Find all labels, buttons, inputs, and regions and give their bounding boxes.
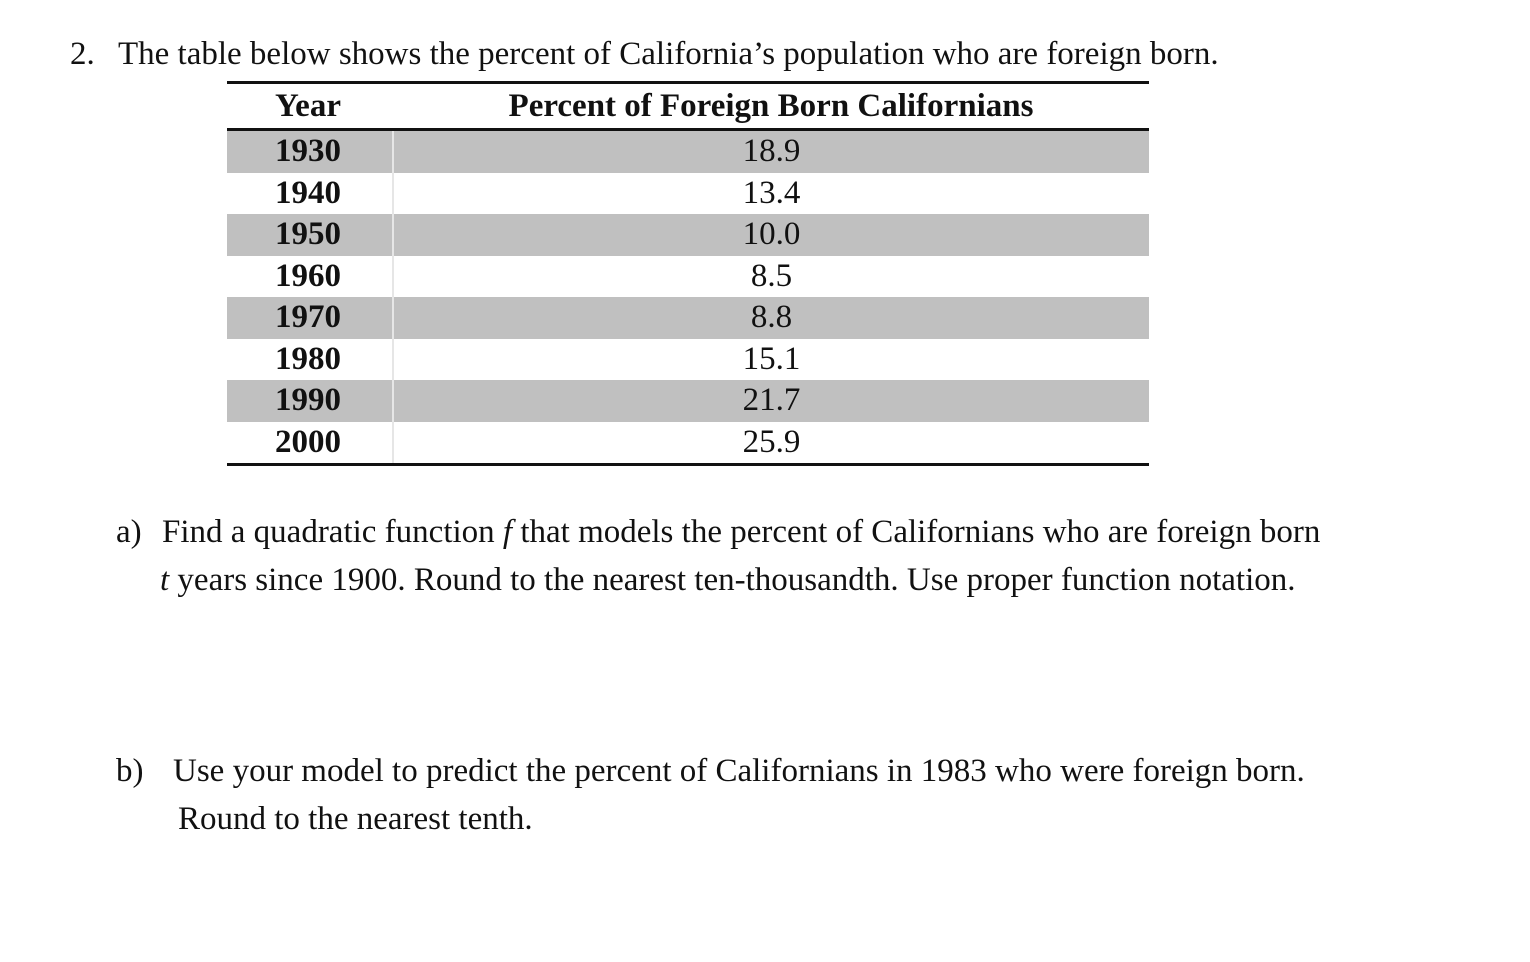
table-row	[227, 214, 1149, 256]
year-cell: 1940	[227, 173, 393, 215]
table-row	[227, 422, 1149, 465]
year-cell: 1990	[227, 380, 393, 422]
percent-cell: 15.1	[742, 340, 801, 377]
table-row	[227, 380, 1149, 422]
year-cell: 1960	[227, 256, 393, 298]
part-b-text-line1: Use your model to predict the percent of Californians in 1983 who were foreign born.	[173, 753, 1305, 789]
percent-cell: 13.4	[742, 174, 801, 211]
percent-cell: 21.7	[393, 380, 1149, 422]
function-variable-f: f	[502, 514, 513, 550]
data-table-container	[227, 81, 1149, 466]
percent-cell: 18.9	[393, 130, 1149, 173]
table-row	[227, 297, 1149, 339]
year-cell: 1930	[227, 130, 393, 173]
table-row	[227, 256, 1149, 298]
time-variable-t: t	[160, 562, 170, 598]
table-header-row	[227, 83, 1149, 130]
percent-cell: 10.0	[393, 214, 1149, 256]
part-a-label: a)	[116, 514, 142, 550]
header-year: Year	[275, 88, 341, 124]
percent-cell: 8.8	[393, 297, 1149, 339]
year-cell: 1950	[227, 214, 393, 256]
part-a-text-pre: Find a quadratic function	[162, 514, 503, 550]
part-b-label: b)	[116, 753, 144, 789]
table-row	[227, 173, 1149, 215]
part-a-line-2	[116, 556, 1320, 604]
problem-statement	[70, 36, 1219, 73]
year-cell: 2000	[227, 422, 393, 465]
year-cell: 1970	[227, 297, 393, 339]
problem-text: The table below shows the percent of California’s population who are foreign born.	[118, 36, 1219, 72]
table-row	[227, 339, 1149, 381]
part-a-line-1	[116, 508, 1320, 556]
part-a-text-line2: years since 1900. Round to the nearest ten-thousandth. Use proper function notation.	[169, 562, 1296, 598]
part-a-text-post: that models the percent of Californians who are foreign born	[512, 514, 1321, 550]
part-a-question	[116, 508, 1320, 604]
part-b-line-2	[116, 795, 1305, 843]
percent-cell: 25.9	[742, 423, 801, 460]
header-percent: Percent of Foreign Born Californians	[508, 88, 1034, 124]
problem-number: 2.	[70, 36, 95, 72]
part-b-line-1	[116, 747, 1305, 795]
percent-cell: 8.5	[750, 257, 793, 294]
year-cell: 1980	[227, 339, 393, 381]
part-b-question	[116, 747, 1305, 843]
foreign-born-table	[227, 81, 1149, 466]
table-row	[227, 130, 1149, 173]
part-b-text-line2: Round to the nearest tenth.	[178, 801, 533, 837]
